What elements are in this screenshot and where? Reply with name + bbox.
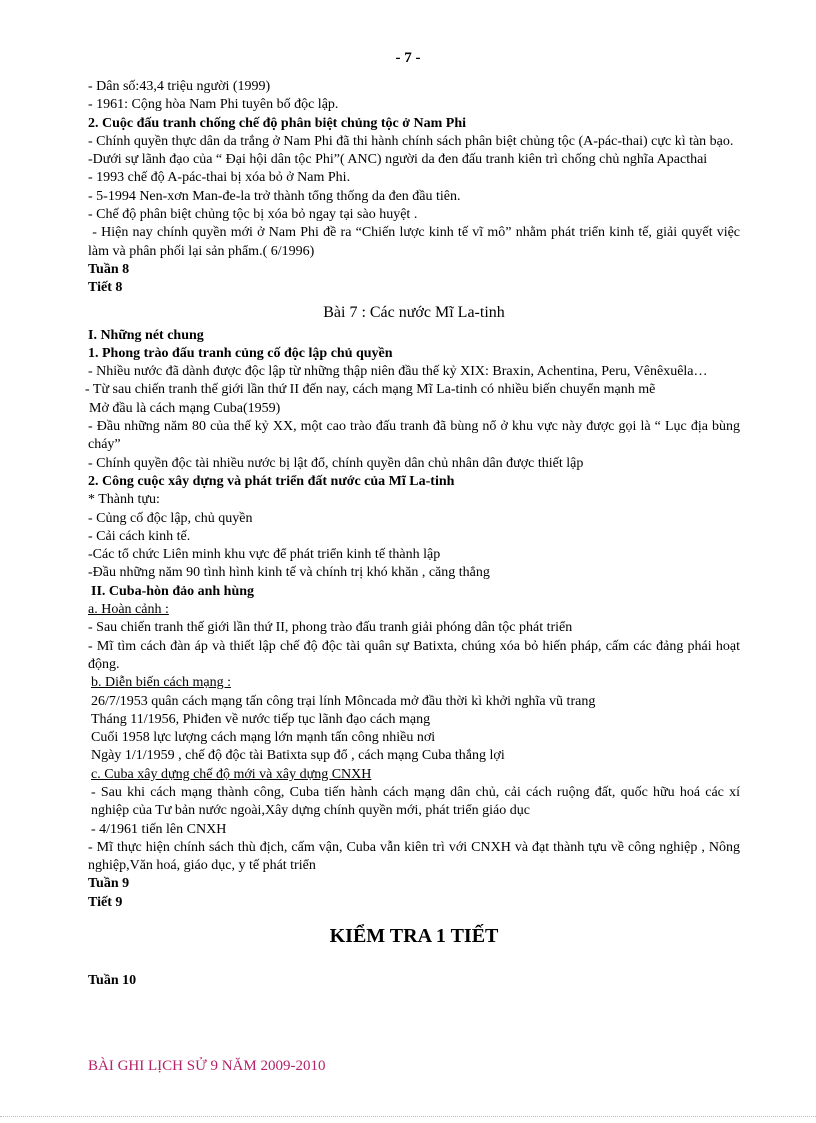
- text-line: Cuối 1958 lực lượng cách mạng lớn mạnh tấn công nhiều nơi: [91, 730, 436, 746]
- text-line: -Đầu những năm 90 tình hình kinh tế và chính trị khó khăn , căng thẳng: [88, 565, 490, 581]
- paragraph: - Đầu những năm 80 của thế kỷ XX, một cao trào đấu tranh đã bùng nổ ở khu vực này được gọi là “ Lục địa bùng cháy”: [88, 419, 740, 453]
- text-line: - Củng cố độc lập, chủ quyền: [88, 510, 253, 526]
- text-line: - 5-1994 Nen-xơn Man-đe-la trở thành tổng thống da đen đầu tiên.: [88, 188, 461, 204]
- text-line: Mở đầu là cách mạng Cuba(1959): [89, 400, 281, 416]
- text-line: - 1961: Cộng hòa Nam Phi tuyên bố độc lập.: [88, 97, 339, 113]
- text-line: - Sau chiến tranh thế giới lần thứ II, phong trào đấu tranh giải phóng dân tộc phát triển: [88, 620, 573, 636]
- paragraph: - Nhiều nước đã dành được độc lập từ những thập niên đầu thế kỷ XIX: Braxin, Achentina, Peru, Vênêxuêla…: [88, 364, 708, 380]
- footer-title: BÀI GHI LỊCH SỬ 9 NĂM 2009-2010: [88, 1058, 326, 1074]
- text-line: Ngày 1/1/1959 , chế độ độc tài Batixta sụp đổ , cách mạng Cuba thắng lợi: [91, 748, 505, 764]
- text-line: -Các tổ chức Liên minh khu vực để phát triển kinh tế thành lập: [88, 547, 441, 563]
- text-line: - Chính quyền độc tài nhiều nước bị lật đổ, chính quyền dân chủ nhân dân được thiết lập: [88, 455, 584, 471]
- week-label: Tuần 9: [88, 876, 130, 892]
- text-line: - Dân số:43,4 triệu người (1999): [88, 79, 271, 94]
- subheading: b. Diễn biến cách mạng :: [91, 675, 231, 691]
- period-label: Tiết 8: [88, 280, 123, 296]
- test-title: KIỂM TRA 1 TIẾT: [329, 925, 499, 948]
- text-line: - Cải cách kinh tế.: [88, 528, 191, 544]
- section-heading: 2. Công cuộc xây dựng và phát triển đất nước của Mĩ La-tinh: [88, 473, 455, 489]
- subheading: a. Hoàn cảnh :: [88, 602, 169, 618]
- paragraph: - Mĩ thực hiện chính sách thù địch, cấm vận, Cuba vẫn kiên trì với CNXH và đạt thành tựu về công nghiệp , Nông nghiệp,Văn hoá, giáo dục, y tế phát triển: [88, 839, 740, 874]
- paragraph: - Sau khi cách mạng thành công, Cuba tiến hành cách mạng dân chủ, cải cách ruộng đất, quốc hữu hoá các xí nghiệp của Tư bản nước ngoài,Xây dựng chính quyền mới, phát triển giáo dục: [91, 784, 740, 819]
- text-line: - 1993 chế độ A-pác-thai bị xóa bỏ ở Nam Phi.: [88, 170, 351, 186]
- subheading: c. Cuba xây dựng chế độ mới và xây dựng CNXH: [91, 766, 372, 782]
- footer-divider: [0, 1116, 816, 1117]
- paragraph: -Dưới sự lãnh đạo của “ Đại hội dân tộc Phi”( ANC) người da đen đấu tranh kiên trì chống chủ nghĩa Apacthai: [88, 152, 708, 168]
- period-label: Tiết 9: [88, 894, 123, 910]
- section-heading: II. Cuba-hòn đảo anh hùng: [91, 583, 255, 599]
- week-label: Tuần 10: [88, 973, 137, 989]
- paragraph: - Chính quyền thực dân da trắng ở Nam Phi đã thi hành chính sách phân biệt chủng tộc (A-pác-thai) cực kì tàn bạo.: [88, 133, 734, 149]
- document-body: [85, 78, 744, 990]
- lesson-title: Bài 7 : Các nước Mĩ La-tinh: [323, 303, 505, 321]
- section-heading: 1. Phong trào đấu tranh củng cố độc lập chủ quyền: [88, 345, 393, 361]
- section-heading: I. Những nét chung: [88, 327, 204, 343]
- page-number: - 7 -: [395, 50, 421, 66]
- paragraph: - Từ sau chiến tranh thế giới lần thứ II đến nay, cách mạng Mĩ La-tinh có nhiều biến chuyển mạnh mẽ: [85, 382, 656, 398]
- week-label: Tuần 8: [88, 261, 130, 277]
- text-line: * Thành tựu:: [88, 492, 160, 508]
- paragraph: - Hiện nay chính quyền mới ở Nam Phi đề ra “Chiến lược kinh tế vĩ mô” nhằm phát triển kinh tế, giải quyết việc làm và phân phối lại sản phẩm.( 6/1996): [88, 225, 744, 259]
- text-line: 26/7/1953 quân cách mạng tấn công trại lính Môncada mở đầu thời kì khởi nghĩa vũ trang: [91, 693, 596, 709]
- section-heading: 2. Cuộc đấu tranh chống chế độ phân biệt chủng tộc ở Nam Phi: [88, 115, 467, 131]
- text-line: Tháng 11/1956, Phiđen về nước tiếp tục lãnh đạo cách mạng: [91, 711, 431, 727]
- paragraph: - Mĩ tìm cách đàn áp và thiết lập chế độ độc tài quân sự Batixta, chúng xóa bỏ hiến pháp, cấm các đảng phái hoạt động.: [88, 638, 740, 672]
- text-line: - Chế độ phân biệt chủng tộc bị xóa bỏ ngay tại sào huyệt .: [88, 207, 418, 223]
- text-line: - 4/1961 tiến lên CNXH: [91, 821, 227, 837]
